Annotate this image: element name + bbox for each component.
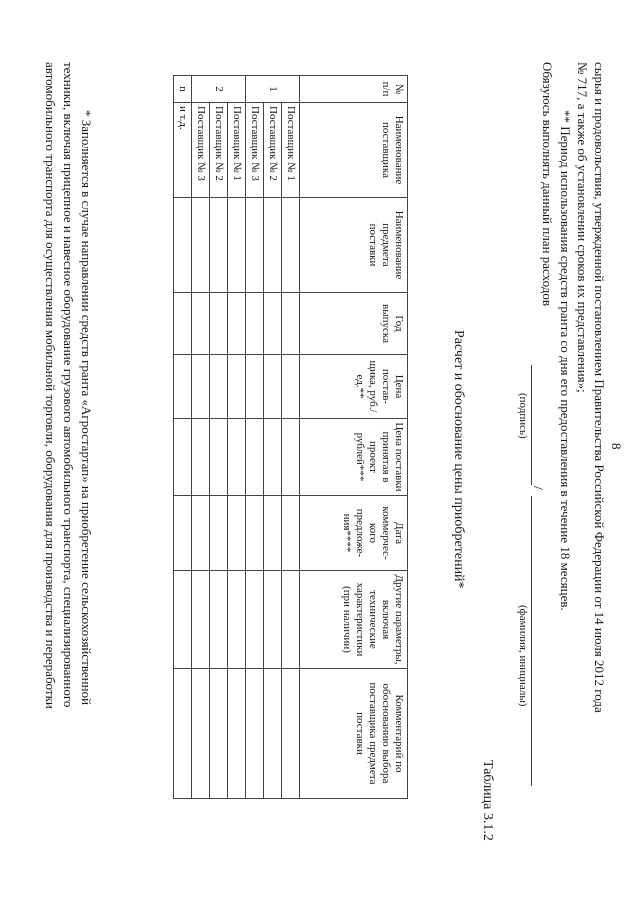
empty-cell [246, 496, 264, 571]
intro-text-line-2: № 717, а также об установлении сроков их представления»; [575, 62, 590, 393]
name-caption: (фамилия, инициалы) [517, 605, 529, 707]
empty-cell [210, 496, 228, 571]
empty-cell [174, 669, 192, 799]
empty-cell [246, 419, 264, 496]
empty-cell [246, 571, 264, 669]
header-other-parameters: Другие параметры, включая технические характеристики (при наличии) [300, 571, 408, 669]
empty-cell [282, 669, 300, 799]
supplier-cell: Поставщик № 2 [264, 103, 282, 198]
obligation-text: Обязуюсь выполнять данный план расходов [540, 62, 555, 307]
empty-cell [174, 293, 192, 355]
empty-cell [228, 571, 246, 669]
header-supplier-name: Наименование поставщика [300, 103, 408, 198]
empty-cell [282, 571, 300, 669]
header-supplier-price: Цена постав-щика, руб./ед.** [300, 355, 408, 419]
empty-cell [264, 355, 282, 419]
table-row [210, 76, 228, 799]
supplier-cell: Поставщик № 2 [210, 103, 228, 198]
supplier-cell: Поставщик № 1 [282, 103, 300, 198]
header-offer-date: Дата коммерчес-кого предложе-ния**** [300, 496, 408, 571]
empty-cell [174, 355, 192, 419]
empty-cell [210, 571, 228, 669]
empty-cell [264, 496, 282, 571]
supplier-cell: и т.д. [174, 103, 192, 198]
table-row [264, 76, 282, 799]
empty-cell [192, 198, 210, 293]
signature-slash: / [530, 486, 545, 490]
empty-cell [210, 669, 228, 799]
empty-cell [264, 669, 282, 799]
name-line [531, 496, 532, 786]
table-number-label: Таблица 3.1.2 [480, 760, 495, 841]
footnote-star-line-2: техники, включая прицепное и навесное оборудование грузового автомобильного транспорта, специализированного [61, 62, 76, 708]
empty-cell [228, 419, 246, 496]
price-justification-table [173, 75, 408, 799]
row-number: 1 [246, 76, 300, 103]
table-header-row [300, 76, 408, 799]
header-number: № п/п [300, 76, 408, 103]
empty-cell [192, 571, 210, 669]
empty-cell [282, 496, 300, 571]
empty-cell [228, 669, 246, 799]
empty-cell [246, 669, 264, 799]
empty-cell [174, 198, 192, 293]
intro-text-line-1: сырья и продовольствия, утвержденной постановлением Правительства Российской Федерации от 14 июля 2012 года [592, 62, 607, 713]
supplier-cell: Поставщик № 1 [228, 103, 246, 198]
empty-cell [174, 419, 192, 496]
empty-cell [192, 355, 210, 419]
empty-cell [264, 198, 282, 293]
table-row [174, 76, 192, 799]
table-title: Расчет и обоснование цены приобретений* [451, 330, 466, 589]
empty-cell [174, 496, 192, 571]
empty-cell [192, 496, 210, 571]
empty-cell [210, 355, 228, 419]
page-number: 8 [609, 443, 624, 450]
header-project-price: Цена поставки принятая в проект рублей*** [300, 419, 408, 496]
table-row [282, 76, 300, 799]
row-number: 2 [192, 76, 246, 103]
empty-cell [228, 355, 246, 419]
empty-cell [282, 419, 300, 496]
empty-cell [246, 293, 264, 355]
empty-cell [174, 571, 192, 669]
empty-cell [210, 293, 228, 355]
empty-cell [264, 571, 282, 669]
empty-cell [246, 355, 264, 419]
table-row [192, 76, 210, 799]
empty-cell [192, 293, 210, 355]
signature-line [531, 365, 532, 485]
empty-cell [282, 293, 300, 355]
empty-cell [264, 293, 282, 355]
empty-cell [192, 419, 210, 496]
header-item-name: Наименование предмета поставки [300, 198, 408, 293]
empty-cell [192, 669, 210, 799]
empty-cell [246, 198, 264, 293]
row-number: n [174, 76, 192, 103]
empty-cell [210, 198, 228, 293]
table-row [228, 76, 246, 799]
empty-cell [264, 419, 282, 496]
table-row [246, 76, 264, 799]
empty-cell [228, 293, 246, 355]
supplier-cell: Поставщик № 3 [192, 103, 210, 198]
empty-cell [210, 419, 228, 496]
empty-cell [228, 496, 246, 571]
supplier-cell: Поставщик № 3 [246, 103, 264, 198]
footnote-grant-period: ** Период использования средств гранта со дня его предоставления в течение 18 месяцев. [558, 110, 573, 611]
footnote-star-line-1: * Заполняется в случае направлении средств гранта «Агростартап» на приобретение сельскохозяйственной [79, 110, 94, 706]
empty-cell [282, 355, 300, 419]
empty-cell [282, 198, 300, 293]
signature-caption: (подпись) [517, 393, 529, 439]
header-comment: Комментарий по обоснованию выбора поставщика предмета поставки [300, 669, 408, 799]
empty-cell [228, 198, 246, 293]
header-year: Год выпуска [300, 293, 408, 355]
footnote-star-line-3: автомобильного транспорта для осуществления мобильной торговли, оборудования для производства и переработки [43, 62, 58, 709]
